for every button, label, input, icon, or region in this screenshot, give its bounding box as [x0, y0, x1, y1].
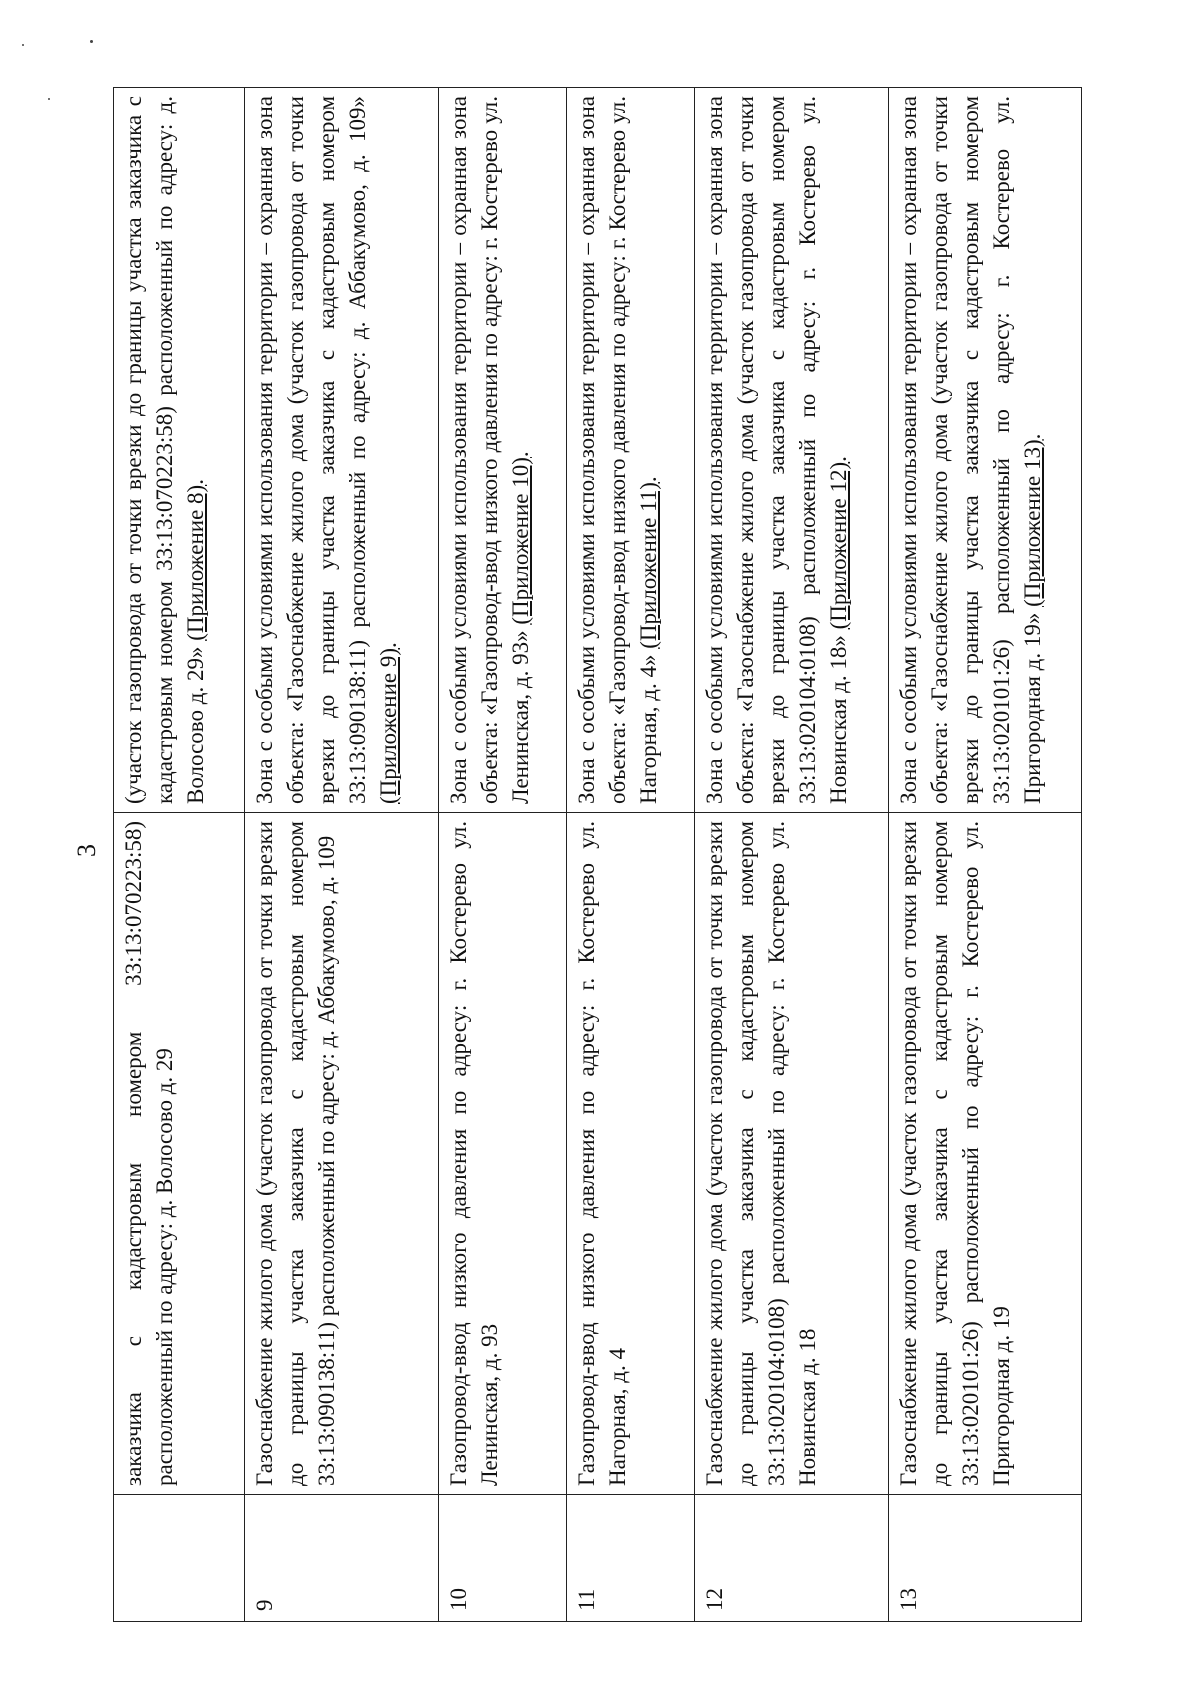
- scan-speck: [22, 44, 24, 46]
- zone-text: Зона с особыми условиями использования территории – охранная зона объекта: «Газопровод-ввод низкого давления по адресу: г. Костерево ул. Ленинская, д. 93»: [445, 96, 533, 804]
- object-description: Газоснабжение жилого дома (участок газопровода от точки врезки до границы участка заказчика с кадастровым номером 33:13:020101:26) расположенный по адресу: г. Костерево ул. Пригородная д. 19: [888, 813, 1081, 1495]
- table-row: [438, 88, 566, 1622]
- scan-speck: [90, 40, 93, 43]
- scan-speck: [48, 98, 50, 100]
- zone-text: Зона с особыми условиями использования территории – охранная зона объекта: «Газоснабжение жилого дома (участок газопровода от точки врезки до границы участка заказчика с кадастровым номером 33:13:090138:11) расположенный по адресу: д. Аббакумово, д. 109»: [252, 96, 371, 804]
- row-number: 12: [695, 1495, 888, 1622]
- zone-description: [245, 88, 438, 813]
- zone-text-end: .: [635, 476, 661, 483]
- row-number: 10: [438, 1495, 566, 1622]
- row-number: 11: [566, 1495, 694, 1622]
- appendix-link[interactable]: (Приложение 11): [635, 482, 661, 649]
- appendix-link[interactable]: (Приложение 9): [376, 647, 402, 804]
- protection-zones-table: [113, 87, 1082, 1622]
- zone-text-end: .: [507, 451, 533, 458]
- zone-text-end: .: [1019, 433, 1045, 440]
- zone-text-end: .: [826, 456, 852, 462]
- table-row: [566, 88, 694, 1622]
- appendix-link[interactable]: (Приложение 8): [183, 484, 208, 641]
- object-description: Газоснабжение жилого дома (участок газопровода от точки врезки до границы участка заказчика с кадастровым номером 33:13:020104:0108) расположенный по адресу: г. Костерево ул. Новинская д. 18: [695, 813, 888, 1495]
- zone-description: [114, 88, 245, 813]
- zone-text-end: .: [376, 642, 402, 648]
- table-row: [695, 88, 888, 1622]
- zone-text: Зона с особыми условиями использования территории – охранная зона объекта: «Газоснабжение жилого дома (участок газопровода от точки врезки до границы участка заказчика с кадастровым номером 33:13:020101:26) расположенный по адресу: г. Костерево ул. Пригородная д. 19»: [895, 96, 1045, 804]
- row-number: 13: [888, 1495, 1081, 1622]
- table-row: [114, 88, 245, 1622]
- zone-text: Зона с особыми условиями использования территории – охранная зона объекта: «Газопровод-ввод низкого давления по адресу: г. Костерево ул. Нагорная, д. 4»: [573, 96, 661, 804]
- zone-description: [695, 88, 888, 813]
- appendix-link[interactable]: (Приложение 12): [826, 461, 852, 630]
- zone-text: Зона с особыми условиями использования территории – охранная зона объекта: «Газоснабжение жилого дома (участок газопровода от точки врезки до границы участка заказчика с кадастровым номером 33:13:020104:0108) расположенный по адресу: г. Костерево ул. Новинская д. 18»: [702, 96, 852, 804]
- object-description: Газоснабжение жилого дома (участок газопровода от точки врезки до границы участка заказчика с кадастровым номером 33:13:090138:11) расположенный по адресу: д. Аббакумово, д. 109: [245, 813, 438, 1495]
- object-description: Газопровод-ввод низкого давления по адресу: г. Костерево ул. Нагорная, д. 4: [566, 813, 694, 1495]
- page-number: 3: [72, 844, 101, 857]
- zone-description: [438, 88, 566, 813]
- object-description: Газопровод-ввод низкого давления по адресу: г. Костерево ул. Ленинская, д. 93: [438, 813, 566, 1495]
- row-number: [114, 1495, 245, 1622]
- rotated-table-wrapper: [113, 88, 1082, 1622]
- zone-description: [888, 88, 1081, 813]
- table-row: [888, 88, 1081, 1622]
- row-number: 9: [245, 1495, 438, 1622]
- zone-text: (участок газопровода от точки врезки до границы участка заказчика с кадастровым номером 33:13:070223:58) расположенный по адресу: д. Волосово д. 29»: [121, 96, 208, 804]
- appendix-link[interactable]: (Приложение 13): [1019, 439, 1045, 607]
- table-row: [245, 88, 438, 1622]
- zone-text-end: .: [183, 479, 208, 485]
- object-description: заказчика с кадастровым номером 33:13:070223:58) расположенный по адресу: д. Волосово д. 29: [114, 813, 245, 1495]
- zone-description: [566, 88, 694, 813]
- appendix-link[interactable]: (Приложение 10): [507, 457, 533, 625]
